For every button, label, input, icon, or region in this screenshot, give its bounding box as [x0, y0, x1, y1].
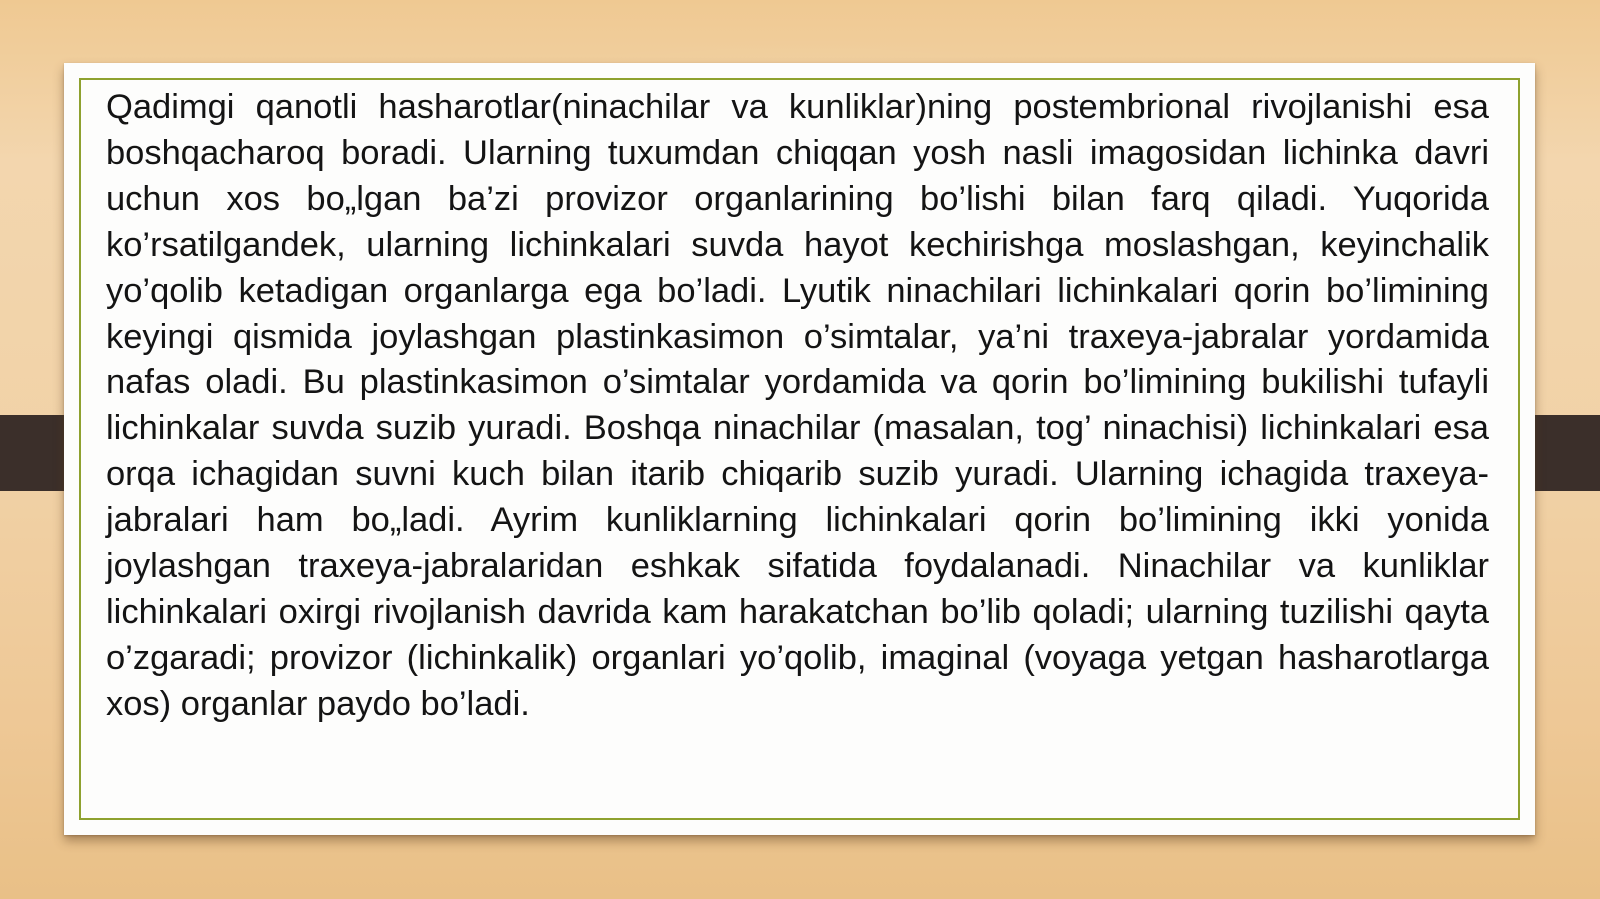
slide-card — [64, 63, 1535, 835]
slide-body-text: Qadimgi qanotli hasharotlar(ninachilar va kunliklar)ning postembrional rivojlanishi esa boshqacharoq boradi. Ularning tuxumdan chiqqan yosh nasli imagosidan lichinka davri uchun xos bo„lgan ba’zi provizor organlarining bo’lishi bilan farq qiladi. Yuqorida ko’rsatilgandek, ularning lichinkalari suvda hayot kechirishga moslashgan, keyinchalik yo’qolib ketadigan organlarga ega bo’ladi. Lyutik ninachilari lichinkalari qorin bo’limining keyingi qismida joylashgan plastinkasimon o’simtalar, ya’ni traxeya-jabralar yordamida nafas oladi. Bu plastinkasimon o’simtalar yordamida va qorin bo’limining bukilishi tufayli lichinkalar suvda suzib yuradi. Boshqa ninachilar (masalan, tog’ ninachisi) lichinkalari esa orqa ichagidan suvni kuch bilan itarib chiqarib suzib yuradi. Ularning ichagida traxeya-jabralari ham bo„ladi. Ayrim kunliklarning lichinkalari qorin bo’limining ikki yonida joylashgan traxeya-jabralaridan eshkak sifatida foydalanadi. Ninachilar va kunliklar lichinkalari oxirgi rivojlanish davrida kam harakatchan bo’lib qoladi; ularning tuzilishi qayta o’zgaradi; provizor (lichinkalik) organlari yo’qolib, imaginal (voyaga yetgan hasharotlarga xos) organlar paydo bo’ladi. — [106, 88, 1489, 723]
